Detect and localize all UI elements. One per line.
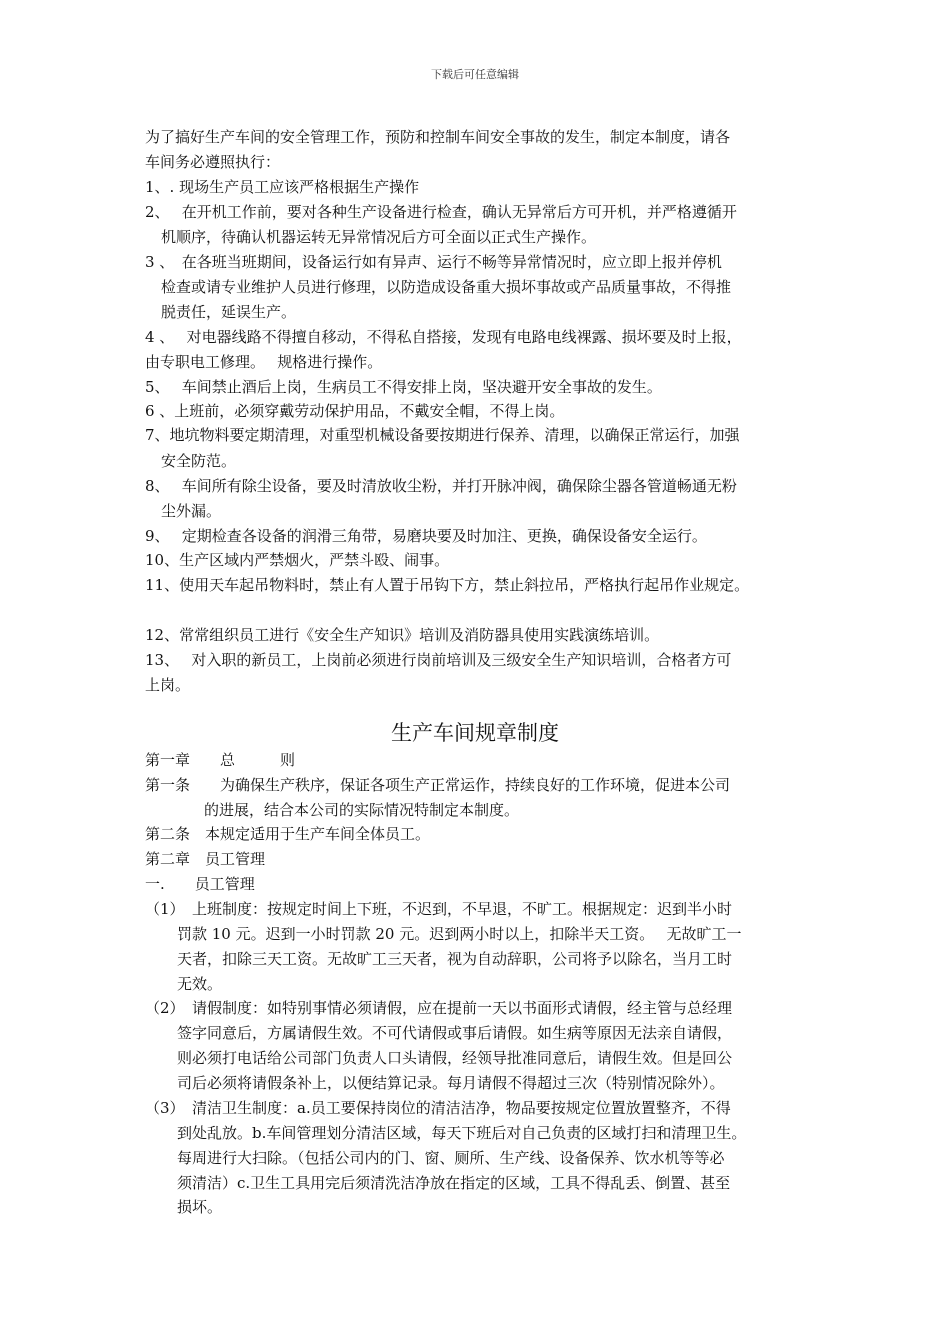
rule-3: 3 、 在各班当班期间，设备运行如有异声、运行不畅等异常情况时，应立即上报并停机 — [145, 253, 722, 271]
rule-1: 1、. 现场生产员工应该严格根据生产操作 — [145, 178, 420, 196]
rule-8-cont: 尘外漏。 — [161, 502, 222, 520]
item-3-cont: 到处乱放。b.车间管理划分清洁区域，每天下班后对自己负责的区域打扫和清理卫生。 — [177, 1124, 747, 1142]
rule-13-cont: 上岗。 — [145, 676, 191, 694]
rule-3-cont: 脱责任，延误生产。 — [161, 303, 297, 321]
rule-10: 10、生产区域内严禁烟火，严禁斗殴、闹事。 — [145, 551, 450, 569]
rule-6: 6 、上班前，必须穿戴劳动保护用品，不戴安全帽，不得上岗。 — [145, 402, 565, 420]
rule-4: 4 、 对电器线路不得擅自移动，不得私自搭接，发现有电路电线裸露、损坏要及时上报， — [145, 328, 742, 346]
item-3: （3） 清洁卫生制度：a.员工要保持岗位的清洁洁净，物品要按规定位置放置整齐，不得 — [145, 1099, 731, 1117]
rule-4-cont: 由专职电工修理。 规格进行操作。 — [145, 353, 383, 371]
rule-5: 5、 车间禁止酒后上岗，生病员工不得安排上岗，坚决避开安全事故的发生。 — [145, 378, 662, 396]
item-2: （2） 请假制度：如特别事情必须请假，应在提前一天以书面形式请假，经主管与总经理 — [145, 999, 733, 1017]
rule-12: 12、常常组织员工进行《安全生产知识》培训及消防器具使用实践演练培训。 — [145, 626, 660, 644]
chapter-heading: 第二章 员工管理 — [145, 850, 266, 868]
intro-line: 为了搞好生产车间的安全管理工作，预防和控制车间安全事故的发生，制定本制度，请各 — [145, 128, 731, 146]
item-2-cont: 司后必须将请假条补上，以便结算记录。每月请假不得超过三次（特别情况除外）。 — [177, 1074, 725, 1092]
article-1: 第一条 为确保生产秩序，保证各项生产正常运作，持续良好的工作环境，促进本公司 — [145, 776, 731, 794]
item-1-cont: 罚款 10 元。迟到一小时罚款 20 元。迟到两小时以上，扣除半天工资。 无故旷工一 — [177, 925, 742, 943]
article-1-cont: 的进展，结合本公司的实际情况特制定本制度。 — [204, 801, 520, 819]
chapter-heading: 第一章 总 则 — [145, 751, 296, 769]
rule-2: 2、 在开机工作前，要对各种生产设备进行检查，确认无异常后方可开机，并严格遵循开 — [145, 203, 737, 221]
document-title: 生产车间规章制度 — [391, 721, 559, 745]
rule-7: 7、地坑物料要定期清理，对重型机械设备要按期进行保养、清理，以确保正常运行，加强 — [145, 426, 740, 444]
rule-7-cont: 安全防范。 — [161, 452, 237, 470]
intro-line: 车间务必遵照执行： — [145, 153, 281, 171]
rule-3-cont: 检查或请专业维护人员进行修理，以防造成设备重大损坏事故或产品质量事故，不得推 — [161, 278, 732, 296]
rule-9: 9、 定期检查各设备的润滑三角带，易磨块要及时加注、更换，确保设备安全运行。 — [145, 527, 707, 545]
item-2-cont: 则必须打电话给公司部门负责人口头请假，经领导批准同意后，请假生效。但是回公 — [177, 1049, 733, 1067]
article-2: 第二条 本规定适用于生产车间全体员工。 — [145, 825, 431, 843]
item-1: （1） 上班制度：按规定时间上下班，不迟到，不早退，不旷工。根据规定：迟到半小时 — [145, 900, 733, 918]
item-1-cont: 无效。 — [177, 975, 223, 993]
page-header: 下载后可任意编辑 — [431, 68, 519, 81]
rule-8: 8、 车间所有除尘设备，要及时清放收尘粉，并打开脉冲阀，确保除尘器各管道畅通无粉 — [145, 477, 737, 495]
rule-11: 11、使用天车起吊物料时，禁止有人置于吊钩下方，禁止斜拉吊，严格执行起吊作业规定。 — [145, 576, 750, 594]
item-3-cont: 每周进行大扫除。（包括公司内的门、窗、厕所、生产线、设备保养、饮水机等等必 — [177, 1149, 725, 1167]
rule-13: 13、 对入职的新员工，上岗前必须进行岗前培训及三级安全生产知识培训，合格者方可 — [145, 651, 732, 669]
section-heading: 一. 员工管理 — [145, 875, 255, 893]
item-3-cont: 须清洁）c.卫生工具用完后须清洗洁净放在指定的区域，工具不得乱丢、倒置、甚至 — [177, 1174, 731, 1192]
item-2-cont: 签字同意后，方属请假生效。不可代请假或事后请假。如生病等原因无法亲自请假， — [177, 1024, 733, 1042]
item-3-cont: 损坏。 — [177, 1198, 223, 1216]
rule-2-cont: 机顺序，待确认机器运转无异常情况后方可全面以正式生产操作。 — [161, 228, 597, 246]
item-1-cont: 天者，扣除三天工资。无故旷工三天者，视为自动辞职，公司将予以除名，当月工时 — [177, 950, 733, 968]
